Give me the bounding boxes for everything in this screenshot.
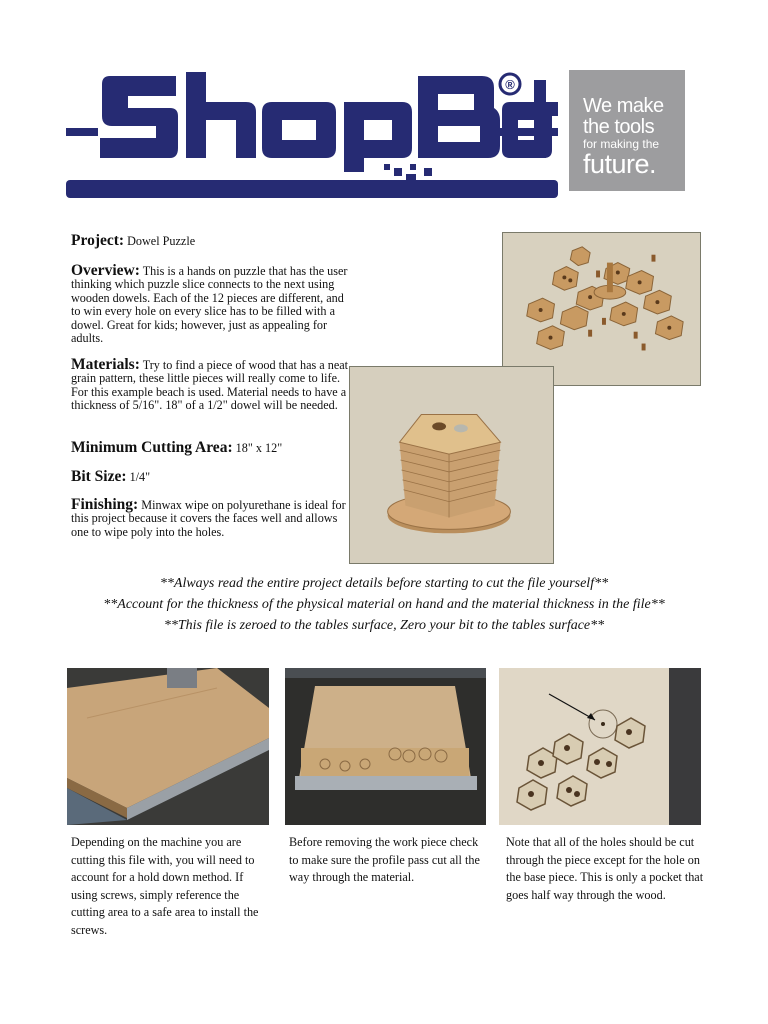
note-line: **Always read the entire project details before starting to cut the file yourself** [159, 576, 609, 591]
project-value: Dowel Puzzle [127, 234, 196, 248]
shopbot-logo-graphic [66, 68, 562, 200]
registered-mark: ® [505, 77, 515, 92]
cut-workpiece-photo [285, 668, 486, 825]
materials-label: Materials: [71, 356, 140, 373]
stacked-puzzle-photo [349, 366, 554, 564]
bit-size-label: Bit Size: [71, 468, 127, 485]
min-cutting-area-label: Minimum Cutting Area: [71, 439, 233, 456]
finishing-value: Minwax wipe on polyurethane is ideal for this project because it covers the faces well and allows one to wipe poly into the holes. [71, 498, 346, 539]
caption-machine: Depending on the machine you are cutting this file with, you will need to account for a hold down method. If using screws, simply reference the cutting area to a safe area to install the screws. [71, 835, 259, 937]
tagline-line-1: We make [583, 95, 664, 117]
caption-holes: Note that all of the holes should be cut through the piece except for the hole on the base piece. This is only a pocket that goes half way through the wood. [506, 835, 704, 902]
min-cutting-area-value: 18" x 12" [235, 441, 283, 455]
note-line: **This file is zeroed to the tables surface, Zero your bit to the tables surface** [163, 618, 605, 633]
project-label: Project: [71, 232, 125, 249]
bit-size-value: 1/4" [129, 470, 151, 484]
project-section [71, 234, 351, 248]
materials-value: Try to find a piece of wood that has a neat grain pattern, these little pieces will really come to life. For this example beach is used. Material needs to have a thickness of 5/16". 18" of a 1/2" dowel will be needed. [71, 358, 349, 413]
caption-workpiece: Before removing the work piece check to make sure the profile pass cut all the way through the material. [289, 835, 480, 885]
materials-section [71, 358, 349, 413]
overview-label: Overview: [71, 262, 140, 279]
bit-size-section [71, 470, 371, 484]
overview-value: This is a hands on puzzle that has the user thinking which puzzle slice connects to the next using wooden dowels. Each of the 12 pieces are different, and to win every hole on every slice has to be filled with a dowel. Great for kids; however, just as appealing for adults. [71, 264, 348, 346]
tagline-line-4: future. [583, 149, 657, 179]
tagline-line-2: the tools [583, 116, 655, 138]
tagline-box [569, 70, 685, 191]
shopbot-logo [66, 68, 562, 200]
tagline-line-3: for making the [583, 137, 660, 151]
finishing-label: Finishing: [71, 496, 139, 513]
min-cutting-area-section [71, 441, 371, 455]
note-line: **Account for the thickness of the physical material on hand and the material thickness in the file** [103, 597, 665, 612]
hole-pockets-photo [499, 668, 701, 825]
overview-section [71, 264, 351, 345]
finishing-section [71, 498, 346, 539]
important-notes [40, 573, 728, 636]
cnc-machine-photo [67, 668, 269, 825]
puzzle-pieces-photo [502, 232, 701, 386]
